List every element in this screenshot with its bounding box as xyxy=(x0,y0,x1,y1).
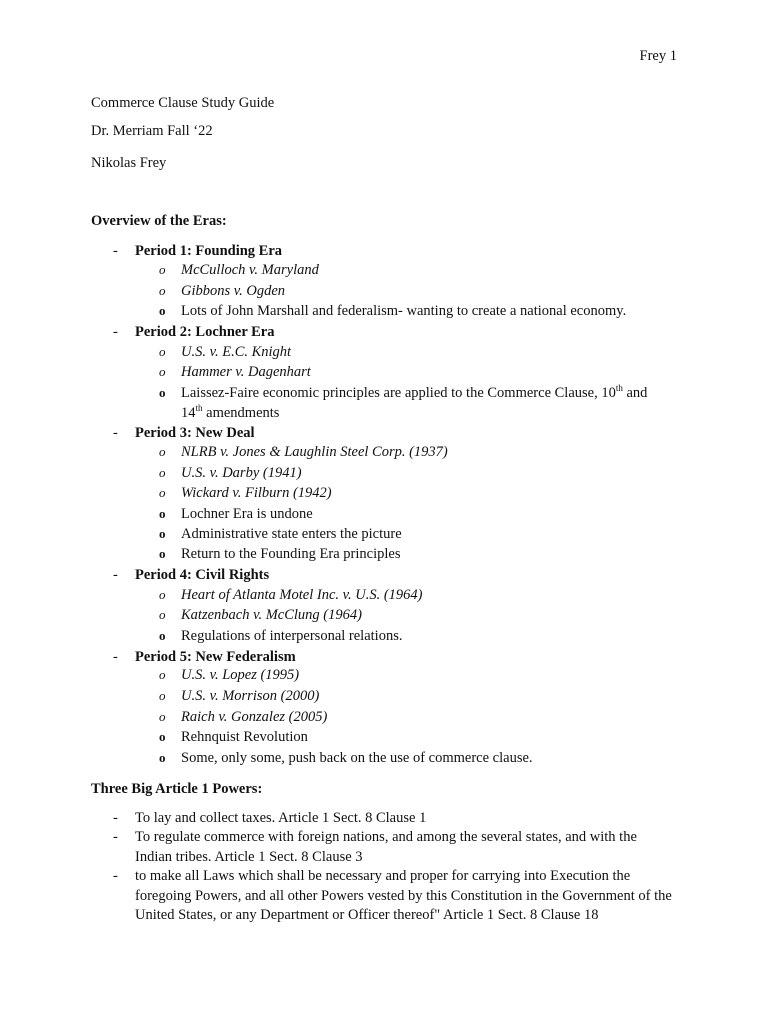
bullet-marker: o xyxy=(159,465,166,480)
period-label: Period 4: Civil Rights xyxy=(135,567,270,583)
dash-marker: - xyxy=(113,868,118,884)
bullet-marker: o xyxy=(159,385,166,400)
bullet-marker: o xyxy=(159,729,166,744)
dash-marker: - xyxy=(113,567,118,583)
author-line: Nikolas Frey xyxy=(91,155,167,171)
note-text: Rehnquist Revolution xyxy=(181,729,308,745)
bullet-marker: o xyxy=(159,587,166,602)
case-name: U.S. v. Lopez (1995) xyxy=(181,667,300,683)
bullet-marker: o xyxy=(159,364,166,379)
case-name: NLRB v. Jones & Laughlin Steel Corp. (1937) xyxy=(181,444,448,460)
dash-marker: - xyxy=(113,810,118,826)
bullet-marker: o xyxy=(159,344,166,359)
period-label: Period 3: New Deal xyxy=(135,425,255,441)
case-name: Hammer v. Dagenhart xyxy=(181,364,311,380)
overview-heading: Overview of the Eras: xyxy=(91,213,227,229)
document-title: Commerce Clause Study Guide xyxy=(91,95,275,111)
bullet-marker: o xyxy=(159,283,166,298)
bullet-marker: o xyxy=(159,303,166,318)
case-name: U.S. v. E.C. Knight xyxy=(181,344,292,360)
case-name: Gibbons v. Ogden xyxy=(181,283,286,299)
note-text: 14th amendments xyxy=(181,403,280,421)
bullet-marker: o xyxy=(159,444,166,459)
instructor-line: Dr. Merriam Fall ‘22 xyxy=(91,123,213,139)
bullet-marker: o xyxy=(159,750,166,765)
bullet-marker: o xyxy=(159,607,166,622)
power-text: To regulate commerce with foreign nations, and among the several states, and with the Indian tribes. Article 1 Sect. 8 Clause 3 xyxy=(135,829,637,865)
note-text: Lochner Era is undone xyxy=(181,506,313,522)
case-name: U.S. v. Morrison (2000) xyxy=(181,688,320,704)
bullet-marker: o xyxy=(159,628,166,643)
case-name: McCulloch v. Maryland xyxy=(181,262,319,278)
bullet-marker: o xyxy=(159,546,166,561)
case-name: Katzenbach v. McClung (1964) xyxy=(181,607,362,623)
bullet-marker: o xyxy=(159,506,166,521)
case-name: U.S. v. Darby (1941) xyxy=(181,465,302,481)
case-name: Wickard v. Filburn (1942) xyxy=(181,485,332,501)
dash-marker: - xyxy=(113,324,118,340)
period-label: Period 1: Founding Era xyxy=(135,243,283,259)
bullet-marker: o xyxy=(159,709,166,724)
note-text: Return to the Founding Era principles xyxy=(181,546,401,562)
power-text: To lay and collect taxes. Article 1 Sect. 8 Clause 1 xyxy=(135,810,427,826)
bullet-marker: o xyxy=(159,526,166,541)
dash-marker: - xyxy=(113,425,118,441)
power-text: to make all Laws which shall be necessary and proper for carrying into Execution the foregoing Powers, and all other Powers vested by this Constitution in the Government of the United States, or any Department or Officer thereof" Article 1 Sect. 8 Clause 18 xyxy=(135,868,672,923)
period-label: Period 5: New Federalism xyxy=(135,649,296,665)
case-name: Raich v. Gonzalez (2005) xyxy=(181,709,328,725)
bullet-marker: o xyxy=(159,262,166,277)
powers-heading: Three Big Article 1 Powers: xyxy=(91,781,263,797)
dash-marker: - xyxy=(113,243,118,259)
note-text: Lots of John Marshall and federalism- wanting to create a national economy. xyxy=(181,303,627,319)
case-name: Heart of Atlanta Motel Inc. v. U.S. (1964) xyxy=(181,587,423,603)
bullet-marker: o xyxy=(159,688,166,703)
note-text: Administrative state enters the picture xyxy=(181,526,402,542)
dash-marker: - xyxy=(113,649,118,665)
bullet-marker: o xyxy=(159,485,166,500)
period-label: Period 2: Lochner Era xyxy=(135,324,275,340)
note-text: Regulations of interpersonal relations. xyxy=(181,628,403,644)
note-text: Laissez-Faire economic principles are applied to the Commerce Clause, 10th and xyxy=(181,383,648,401)
dash-marker: - xyxy=(113,829,118,845)
page-number-header: Frey 1 xyxy=(639,48,677,64)
note-text: Some, only some, push back on the use of commerce clause. xyxy=(181,750,533,766)
bullet-marker: o xyxy=(159,667,166,682)
